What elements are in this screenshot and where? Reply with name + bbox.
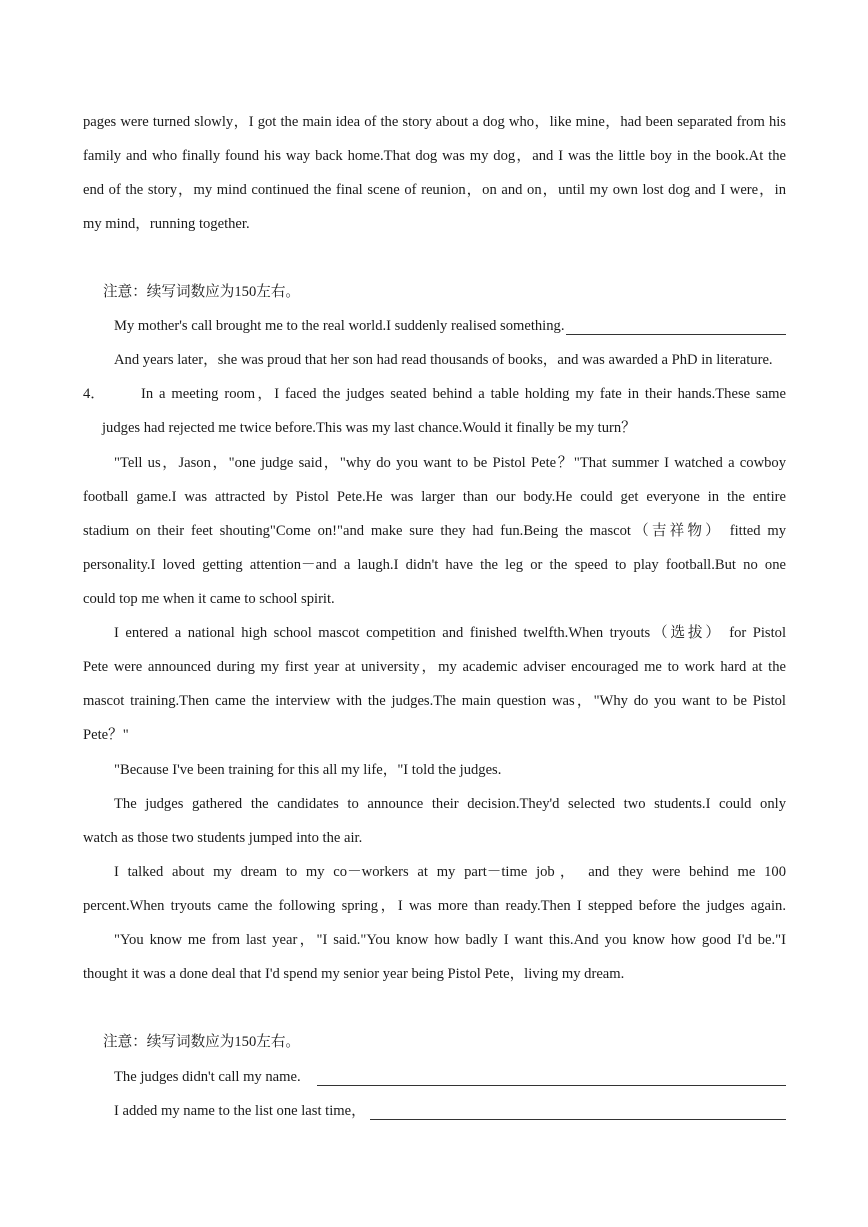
text-line: "Tell us，Jason，"one judge said，"why do you want to be Pistol Pete？"That summer I watched a cowboy xyxy=(114,455,786,471)
text-line: end of the story，my mind continued the final scene of reunion，on and on，until my own lost dog and I were，in xyxy=(83,182,786,198)
answer-blank[interactable] xyxy=(566,320,786,335)
text-line: stadium on their feet shouting"Come on!"and make sure they had fun.Being the mascot（吉祥物） fitted my xyxy=(83,523,786,539)
text-line: "You know me from last year，"I said."You know how badly I want this.And you know how good I'd be."I xyxy=(114,932,786,948)
text-line: Pete？" xyxy=(83,727,129,743)
text-line: my mind，running together. xyxy=(83,216,250,232)
continuation-prompt: And years later，she was proud that her son had read thousands of books，and was awarded a PhD in literature. xyxy=(114,352,773,368)
text-line: "Because I've been training for this all my life，"I told the judges. xyxy=(114,762,502,778)
text-line: pages were turned slowly，I got the main idea of the story about a dog who，like mine，had been separated from his xyxy=(83,114,786,130)
text-line: I entered a national high school mascot competition and finished twelfth.When tryouts（选拔） for Pistol xyxy=(114,625,786,641)
text-line: Pete were announced during my first year at university，my academic adviser encouraged me to work hard at the xyxy=(83,659,786,675)
word-count-note: 注意：续写词数应为150左右。 xyxy=(103,1034,301,1050)
text-line: In a meeting room，I faced the judges seated behind a table holding my fate in their hands.These same xyxy=(141,386,786,402)
answer-blank[interactable] xyxy=(317,1071,786,1086)
question-number: 4． xyxy=(83,386,105,402)
continuation-prompt xyxy=(114,1102,786,1120)
text-line: football game.I was attracted by Pistol Pete.He was larger than our body.He could get everyone in the entire xyxy=(83,489,786,505)
text-line: percent.When tryouts came the following spring，I was more than ready.Then I stepped before the judges again. xyxy=(83,898,786,914)
word-count-note: 注意：续写词数应为150左右。 xyxy=(103,284,301,300)
text-line: I talked about my dream to my co－workers at my part－time job， and they were behind me 100 xyxy=(114,864,786,880)
prompt-text: My mother's call brought me to the real world.I suddenly realised something. xyxy=(114,318,565,334)
text-line: watch as those two students jumped into the air. xyxy=(83,830,363,846)
text-line: personality.I loved getting attention－and a laugh.I didn't have the leg or the speed to play football.But no one xyxy=(83,557,786,573)
text-line: mascot training.Then came the interview with the judges.The main question was，"Why do you want to be Pistol xyxy=(83,693,786,709)
text-line: could top me when it came to school spirit. xyxy=(83,591,335,607)
continuation-prompt xyxy=(114,1068,786,1086)
text-line: family and who finally found his way back home.That dog was my dog，and I was the little boy in the book.At the xyxy=(83,148,786,164)
answer-blank[interactable] xyxy=(370,1105,786,1120)
text-line: The judges gathered the candidates to announce their decision.They'd selected two students.I could only xyxy=(114,796,786,812)
continuation-prompt xyxy=(114,317,786,335)
text-line: judges had rejected me twice before.This was my last chance.Would it finally be my turn？ xyxy=(102,420,636,436)
text-line: thought it was a done deal that I'd spend my senior year being Pistol Pete，living my dream. xyxy=(83,966,625,982)
prompt-text: I added my name to the list one last time， xyxy=(114,1103,366,1119)
prompt-text: The judges didn't call my name. xyxy=(114,1069,301,1085)
